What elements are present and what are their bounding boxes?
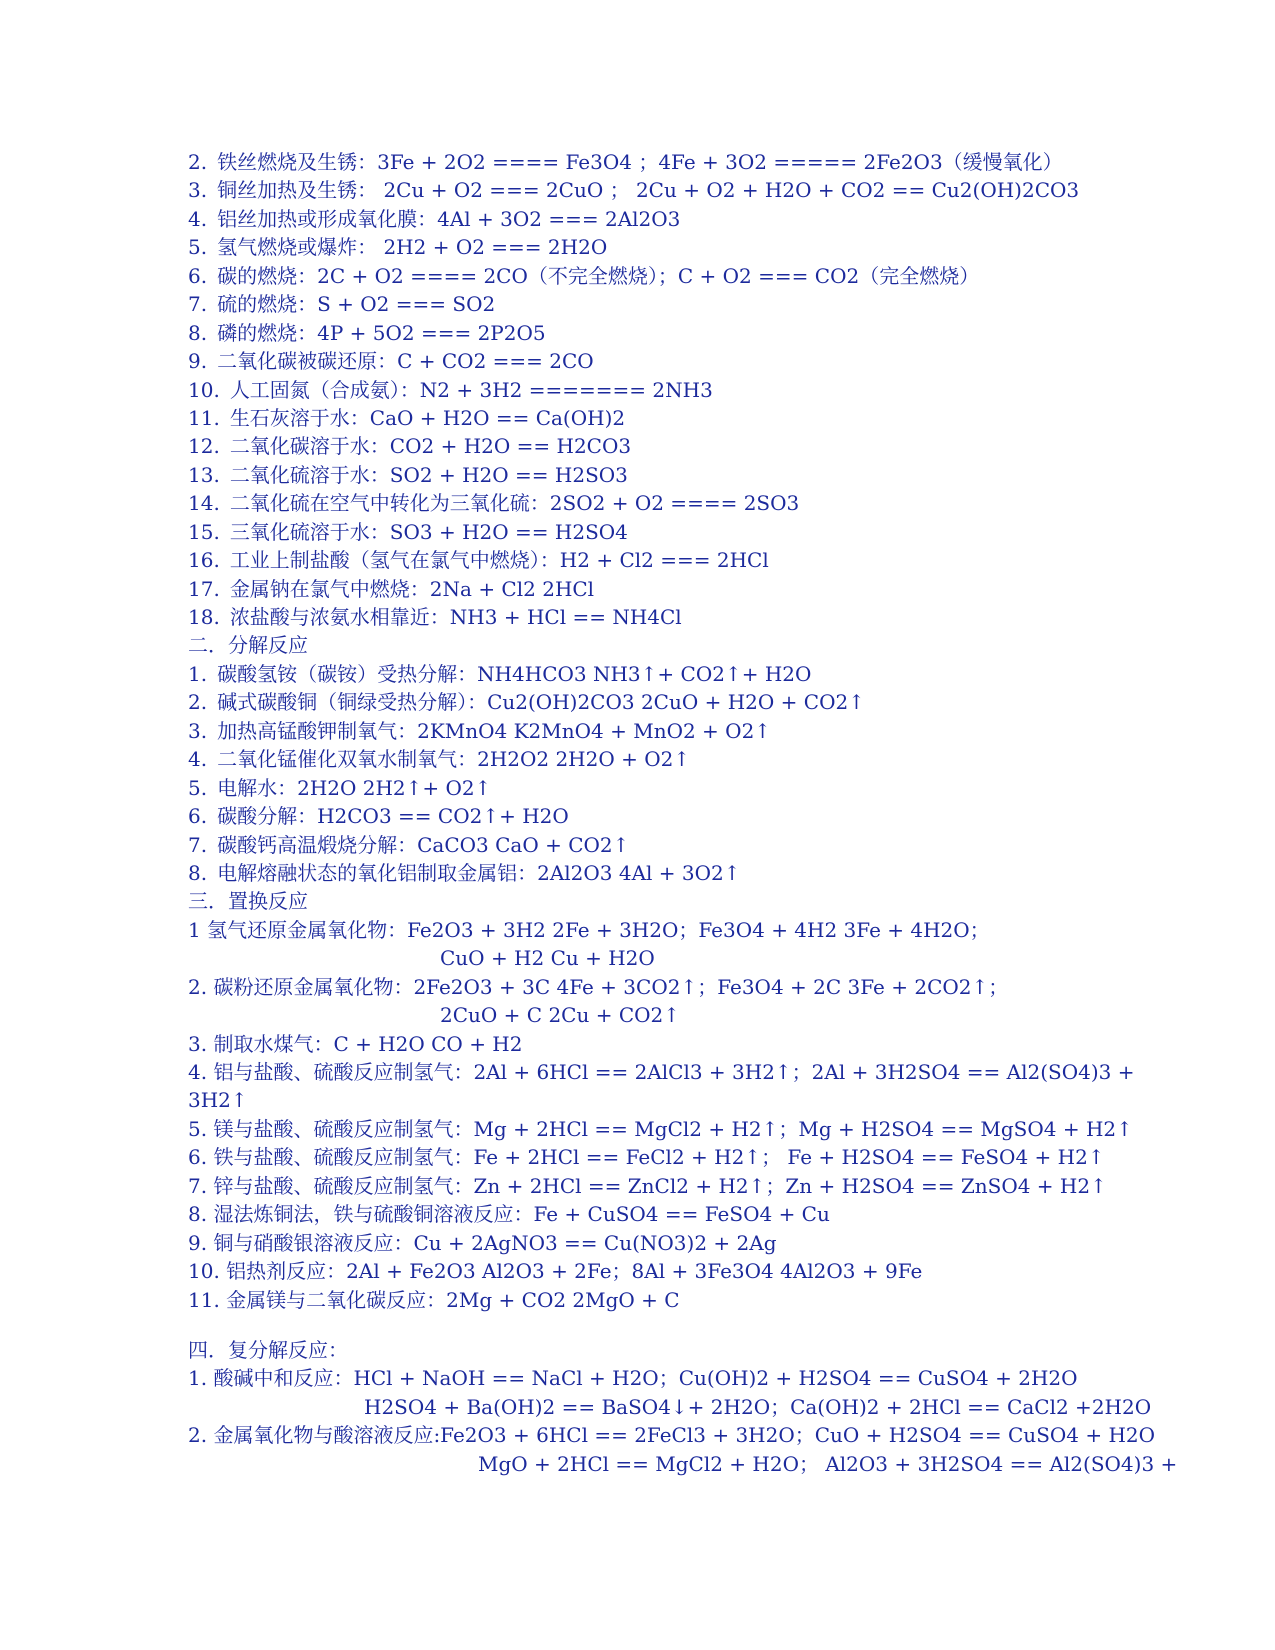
item-number: 1. (188, 661, 208, 686)
equation-line-continued: MgO + 2HCl == MgCl2 + H2O； Al2O3 + 3H2SO4 == Al2(SO4)3 + (478, 1451, 1178, 1476)
item-number: 8. (188, 320, 208, 345)
equation-line-continued: H2SO4 + Ba(OH)2 == BaSO4↓+ 2H2O；Ca(OH)2 + 2HCl == CaCl2 +2H2O (364, 1394, 1152, 1419)
item-number: 15. (188, 519, 220, 544)
item-number: 7. (188, 292, 208, 317)
item-text: 铜丝加热及生锈： 2Cu + O2 === 2CuO ； 2Cu + O2 + H2O + CO2 == Cu2(OH)2CO3 (217, 178, 1080, 203)
item-text: 二氧化碳溶于水：CO2 + H2O == H2CO3 (229, 434, 632, 459)
equation-line: 4. 铝与盐酸、硫酸反应制氢气：2Al + 6HCl == 2AlCl3 + 3H2↑；2Al + 3H2SO4 == Al2(SO4)3 + (188, 1060, 1135, 1084)
equation-line: 2. 碳粉还原金属氧化物：2Fe2O3 + 3C 4Fe + 3CO2↑；Fe3O4 + 2C 3Fe + 2CO2↑； (188, 974, 1009, 999)
equation-item (188, 802, 1088, 830)
item-text: 二氧化锰催化双氧水制氧气：2H2O2 2H2O + O2↑ (217, 747, 691, 772)
equation-item (188, 518, 1088, 546)
equation-item (188, 432, 1088, 460)
equation-line: 6. 铁与盐酸、硫酸反应制氢气：Fe + 2HCl == FeCl2 + H2↑； Fe + H2SO4 == FeSO4 + H2↑ (188, 1145, 1105, 1170)
section-heading-double-decomposition: 四．复分解反应： (188, 1337, 348, 1362)
equation-line-continued: CuO + H2 Cu + H2O (440, 946, 655, 971)
equation-line: 3. 制取水煤气：C + H2O CO + H2 (188, 1031, 523, 1056)
item-text: 碳酸氢铵（碳铵）受热分解：NH4HCO3 NH3↑+ CO2↑+ H2O (217, 661, 812, 686)
section-gap (188, 1314, 1088, 1336)
item-number: 2. (188, 150, 208, 174)
item-number: 11. (188, 405, 220, 430)
equation-line-continued: 3H2↑ (188, 1088, 248, 1113)
equation-item (188, 575, 1088, 603)
item-text: 电解熔融状态的氧化铝制取金属铝：2Al2O3 4Al + 3O2↑ (217, 860, 741, 885)
equation-line: 10. 铝热剂反应：2Al + Fe2O3 Al2O3 + 2Fe；8Al + 3Fe3O4 4Al2O3 + 9Fe (188, 1259, 923, 1284)
item-text: 碳酸分解：H2CO3 == CO2↑+ H2O (217, 804, 569, 829)
item-text: 电解水：2H2O 2H2↑+ O2↑ (217, 775, 492, 800)
item-number: 5. (188, 775, 208, 800)
equation-line: 7. 锌与盐酸、硫酸反应制氢气：Zn + 2HCl == ZnCl2 + H2↑；Zn + H2SO4 == ZnSO4 + H2↑ (188, 1173, 1107, 1198)
equation-line: 1 氢气还原金属氧化物：Fe2O3 + 3H2 2Fe + 3H2O；Fe3O4 + 4H2 3Fe + 4H2O； (188, 917, 990, 942)
equation-line: 1. 酸碱中和反应：HCl + NaOH == NaCl + H2O；Cu(OH)2 + H2SO4 == CuSO4 + 2H2O (188, 1366, 1078, 1391)
item-number: 3. (188, 718, 208, 743)
item-number: 9. (188, 349, 208, 374)
equation-item (188, 176, 1088, 204)
item-number: 17. (188, 576, 220, 601)
item-text: 碳酸钙高温煅烧分解：CaCO3 CaO + CO2↑ (217, 832, 630, 857)
item-text: 人工固氮（合成氨）：N2 + 3H2 ======= 2NH3 (229, 377, 713, 402)
equation-item (188, 262, 1088, 290)
item-text: 铁丝燃烧及生锈：3Fe + 2O2 ==== Fe3O4 ；4Fe + 3O2 ===== 2Fe2O3（缓慢氧化） (217, 150, 1063, 174)
item-number: 3. (188, 178, 208, 203)
equation-item (188, 489, 1088, 517)
item-number: 2. (188, 690, 208, 715)
item-number: 6. (188, 804, 208, 829)
equation-item (188, 688, 1088, 716)
item-text: 二氧化碳被碳还原：C + CO2 === 2CO (217, 349, 594, 374)
equation-item (188, 233, 1088, 261)
item-number: 4. (188, 206, 208, 231)
item-number: 18. (188, 605, 220, 629)
item-text: 氢气燃烧或爆炸： 2H2 + O2 === 2H2O (217, 235, 608, 260)
item-number: 16. (188, 548, 220, 573)
equation-item (188, 347, 1088, 375)
equation-item (188, 376, 1088, 404)
item-text: 磷的燃烧：4P + 5O2 === 2P2O5 (217, 320, 546, 345)
item-number: 10. (188, 377, 220, 402)
equation-item (188, 774, 1088, 802)
item-text: 硫的燃烧：S + O2 === SO2 (217, 292, 496, 317)
section-heading-displacement: 三．置换反应 (188, 889, 308, 914)
item-text: 金属钠在氯气中燃烧：2Na + Cl2 2HCl (229, 576, 595, 601)
equation-item (188, 461, 1088, 489)
equation-item (188, 319, 1088, 347)
equation-line: 11. 金属镁与二氧化碳反应：2Mg + CO2 2MgO + C (188, 1287, 680, 1312)
item-number: 8. (188, 860, 208, 885)
item-number: 7. (188, 832, 208, 857)
item-text: 生石灰溶于水：CaO + H2O == Ca(OH)2 (229, 405, 626, 430)
equation-line: 2. 金属氧化物与酸溶液反应:Fe2O3 + 6HCl == 2FeCl3 + 3H2O；CuO + H2SO4 == CuSO4 + H2O (188, 1423, 1156, 1448)
item-text: 碳的燃烧：2C + O2 ==== 2CO（不完全燃烧）；C + O2 === CO2（完全燃烧） (217, 263, 980, 288)
item-number: 14. (188, 491, 220, 516)
item-number: 5. (188, 235, 208, 260)
item-text: 二氧化硫溶于水：SO2 + H2O == H2SO3 (229, 462, 628, 487)
equation-line: 8. 湿法炼铜法，铁与硫酸铜溶液反应：Fe + CuSO4 == FeSO4 + Cu (188, 1202, 830, 1227)
equation-line-continued: 2CuO + C 2Cu + CO2↑ (440, 1003, 680, 1028)
equation-item (188, 290, 1088, 318)
item-text: 三氧化硫溶于水：SO3 + H2O == H2SO4 (229, 519, 628, 544)
item-number: 6. (188, 263, 208, 288)
equation-item (188, 148, 1088, 176)
equation-item (188, 745, 1088, 773)
item-text: 二氧化硫在空气中转化为三氧化硫：2SO2 + O2 ==== 2SO3 (229, 491, 800, 516)
equation-item (188, 831, 1088, 859)
equation-item (188, 205, 1088, 233)
section-heading-decomposition: 二．分解反应 (188, 633, 308, 658)
item-number: 13. (188, 462, 220, 487)
equation-item (188, 404, 1088, 432)
item-text: 碱式碳酸铜（铜绿受热分解）：Cu2(OH)2CO3 2CuO + H2O + CO2↑ (217, 690, 865, 715)
equation-item (188, 603, 1088, 631)
item-text: 工业上制盐酸（氢气在氯气中燃烧）：H2 + Cl2 === 2HCl (229, 548, 769, 573)
equation-item (188, 546, 1088, 574)
equation-item (188, 660, 1088, 688)
item-number: 4. (188, 747, 208, 772)
equation-line: 9. 铜与硝酸银溶液反应：Cu + 2AgNO3 == Cu(NO3)2 + 2Ag (188, 1230, 777, 1255)
item-text: 加热高锰酸钾制氧气：2KMnO4 K2MnO4 + MnO2 + O2↑ (217, 718, 772, 743)
item-text: 浓盐酸与浓氨水相靠近：NH3 + HCl == NH4Cl (229, 605, 682, 629)
equation-item (188, 859, 1088, 887)
item-number: 12. (188, 434, 220, 459)
equation-item (188, 717, 1088, 745)
item-text: 铝丝加热或形成氧化膜：4Al + 3O2 === 2Al2O3 (217, 206, 681, 231)
equation-line: 5. 镁与盐酸、硫酸反应制氢气：Mg + 2HCl == MgCl2 + H2↑；Mg + H2SO4 == MgSO4 + H2↑ (188, 1116, 1133, 1141)
equation-list (188, 148, 1178, 1478)
